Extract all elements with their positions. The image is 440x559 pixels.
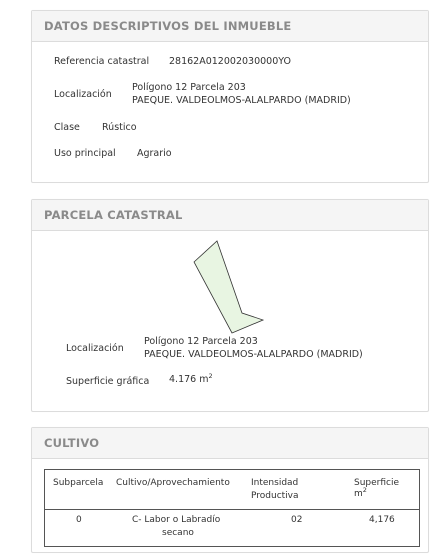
clase-label: Clase [54,122,80,133]
uso-principal-value: Agrario [137,148,172,159]
parcela-localizacion-line2: PAEQUE. VALDEOLMOS-ALALPARDO (MADRID) [144,349,363,360]
referencia-value: 28162A012002030000YO [169,56,292,67]
parcela-catastral-title: PARCELA CATASTRAL [32,200,428,231]
datos-descriptivos-panel [31,10,429,183]
parcela-catastral-panel [31,199,429,412]
table-divider [45,509,419,510]
header-superficie-1: Superficie [354,478,400,488]
parcel-map[interactable] [187,238,267,338]
cell-cultivo-line1: C- Labor o Labradío [132,515,221,525]
cell-cultivo-line2: secano [162,528,194,538]
parcela-localizacion-line1: Polígono 12 Parcela 203 [144,336,258,347]
cultivo-table [44,469,420,547]
header-intensidad-1: Intensidad [251,478,299,488]
cultivo-panel [31,427,429,553]
superficie-grafica-label: Superficie gráfica [66,376,150,387]
cell-superficie: 4,176 [369,515,395,525]
superficie-grafica-value: 4.176 $m^2$ [169,371,213,385]
localizacion-label: Localización [54,89,112,100]
cell-intensidad: 02 [291,515,303,525]
cultivo-title: CULTIVO [32,428,428,459]
header-superficie-2: $m^2$ [354,486,367,499]
header-cultivo: Cultivo/Aprovechamiento [116,478,230,488]
clase-value: Rústico [102,122,137,133]
parcel-shape [194,241,263,333]
localizacion-line2: PAEQUE. VALDEOLMOS-ALALPARDO (MADRID) [132,95,351,106]
cell-subparcela: 0 [76,515,82,525]
header-intensidad-2: Productiva [251,491,299,501]
datos-descriptivos-title: DATOS DESCRIPTIVOS DEL INMUEBLE [32,11,428,42]
parcela-localizacion-label: Localización [66,343,124,354]
uso-principal-label: Uso principal [54,148,116,159]
referencia-label: Referencia catastral [54,56,150,67]
header-subparcela: Subparcela [53,478,104,488]
localizacion-line1: Polígono 12 Parcela 203 [132,82,246,93]
